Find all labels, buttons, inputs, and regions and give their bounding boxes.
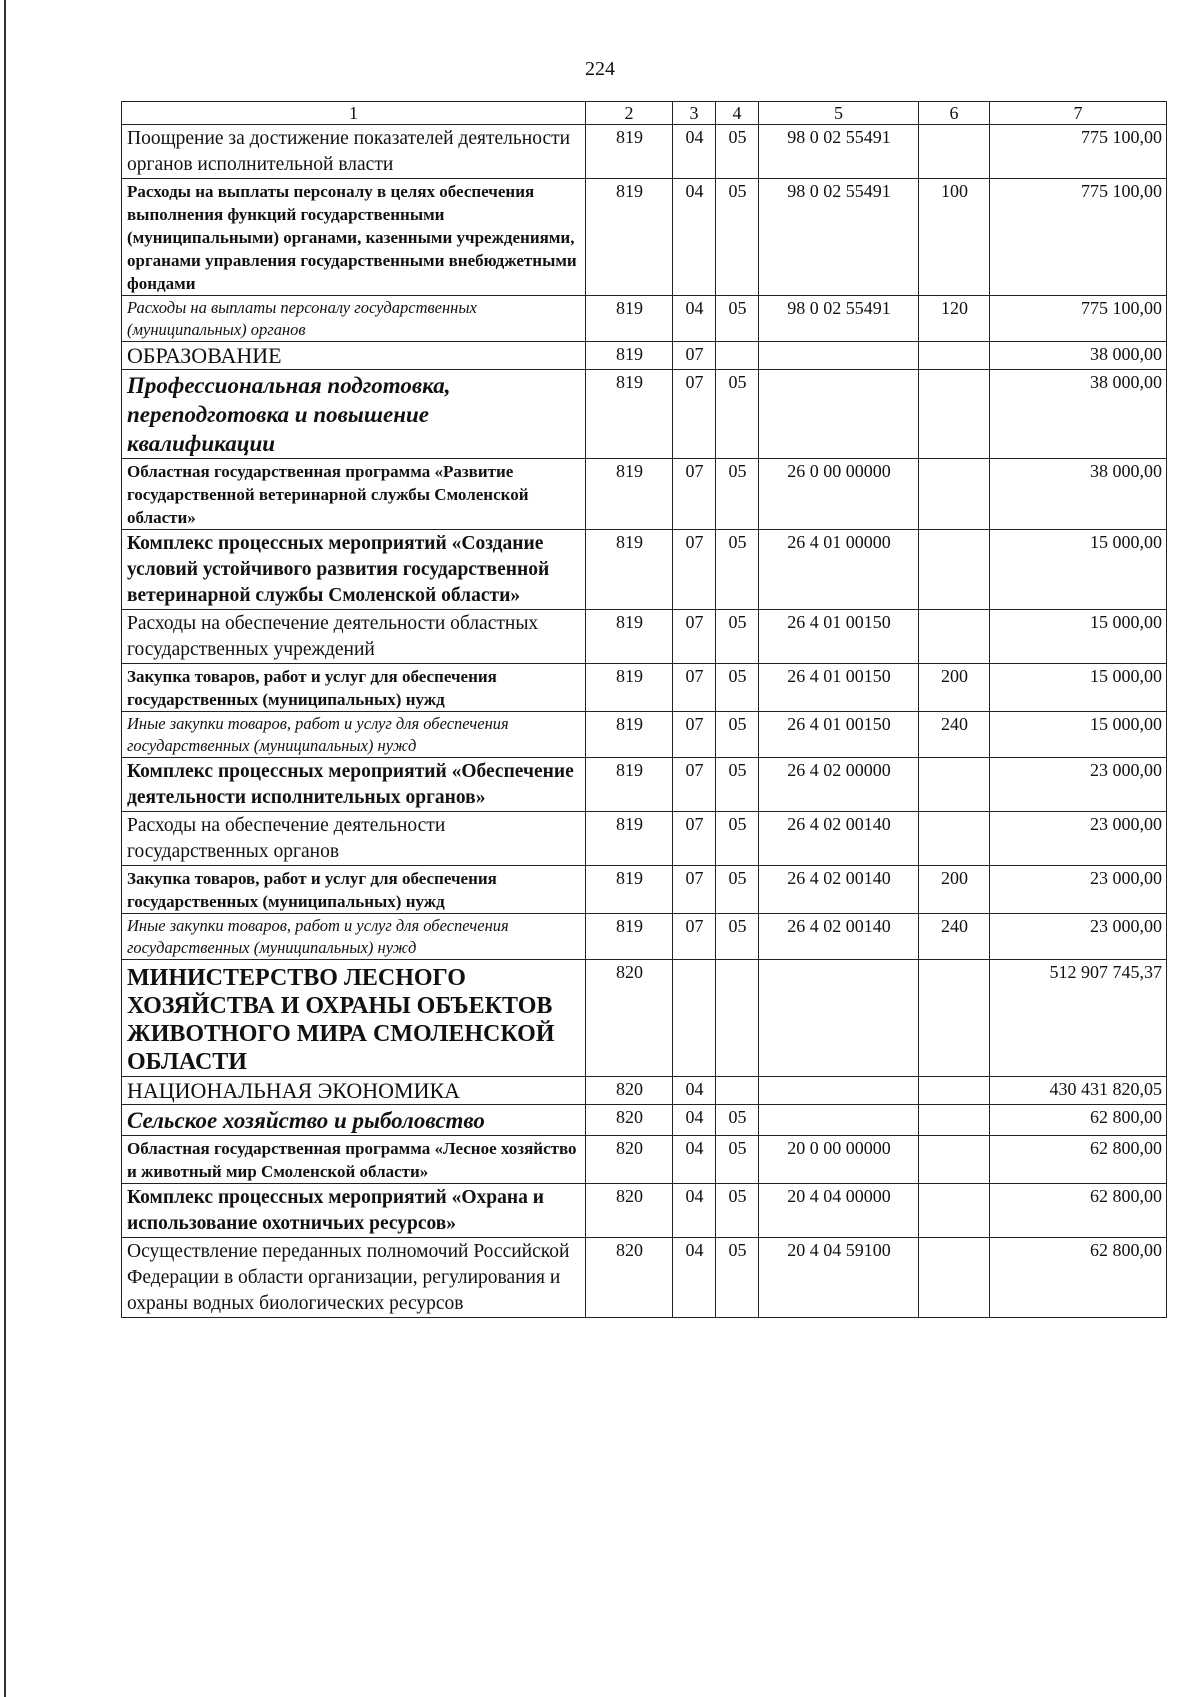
table-row [122, 296, 1167, 342]
row-expense-type [919, 530, 990, 610]
row-admin-code: 819 [586, 459, 673, 530]
row-admin-code: 819 [586, 812, 673, 866]
row-target-article [759, 1077, 919, 1105]
row-name: Профессиональная подготовка, переподготовка и повышение квалификации [122, 370, 586, 459]
row-expense-type [919, 125, 990, 179]
row-target-article: 26 4 01 00150 [759, 664, 919, 712]
row-target-article: 26 0 00 00000 [759, 459, 919, 530]
row-section-code: 04 [673, 179, 716, 296]
row-name: НАЦИОНАЛЬНАЯ ЭКОНОМИКА [122, 1077, 586, 1105]
row-admin-code: 819 [586, 296, 673, 342]
row-admin-code: 820 [586, 960, 673, 1077]
row-subsection-code: 05 [716, 610, 759, 664]
row-amount: 23 000,00 [990, 866, 1167, 914]
row-section-code: 04 [673, 1238, 716, 1318]
row-name: ОБРАЗОВАНИЕ [122, 342, 586, 370]
row-section-code [673, 960, 716, 1077]
page-edge-line [4, 0, 6, 1697]
table-row [122, 179, 1167, 296]
column-number: 1 [122, 102, 586, 125]
row-section-code: 04 [673, 296, 716, 342]
row-admin-code: 820 [586, 1184, 673, 1238]
row-target-article: 98 0 02 55491 [759, 179, 919, 296]
table-row [122, 914, 1167, 960]
row-target-article [759, 1105, 919, 1136]
row-amount: 775 100,00 [990, 125, 1167, 179]
row-subsection-code [716, 960, 759, 1077]
row-name: Закупка товаров, работ и услуг для обеспечения государственных (муниципальных) нужд [122, 866, 586, 914]
column-number: 6 [919, 102, 990, 125]
row-target-article: 26 4 02 00000 [759, 758, 919, 812]
row-target-article: 26 4 02 00140 [759, 914, 919, 960]
table-row [122, 1105, 1167, 1136]
row-expense-type [919, 1105, 990, 1136]
table-row [122, 530, 1167, 610]
row-amount: 775 100,00 [990, 296, 1167, 342]
row-subsection-code [716, 1077, 759, 1105]
row-name: Комплекс процессных мероприятий «Создание условий устойчивого развития государственной ветеринарной службы Смоленской области» [122, 530, 586, 610]
row-target-article [759, 370, 919, 459]
row-admin-code: 819 [586, 758, 673, 812]
row-target-article [759, 342, 919, 370]
table-row [122, 664, 1167, 712]
row-expense-type: 240 [919, 712, 990, 758]
row-amount: 430 431 820,05 [990, 1077, 1167, 1105]
row-admin-code: 819 [586, 342, 673, 370]
row-section-code: 07 [673, 866, 716, 914]
row-amount: 62 800,00 [990, 1136, 1167, 1184]
row-subsection-code: 05 [716, 1238, 759, 1318]
table-row [122, 370, 1167, 459]
row-expense-type [919, 1184, 990, 1238]
column-number: 4 [716, 102, 759, 125]
table-row [122, 1238, 1167, 1318]
row-target-article: 20 0 00 00000 [759, 1136, 919, 1184]
row-section-code: 04 [673, 1077, 716, 1105]
row-admin-code: 819 [586, 866, 673, 914]
row-name: Поощрение за достижение показателей деятельности органов исполнительной власти [122, 125, 586, 179]
table-row [122, 125, 1167, 179]
table-row [122, 758, 1167, 812]
row-expense-type [919, 1238, 990, 1318]
column-number: 2 [586, 102, 673, 125]
row-expense-type: 100 [919, 179, 990, 296]
row-amount: 38 000,00 [990, 342, 1167, 370]
row-expense-type [919, 342, 990, 370]
row-subsection-code: 05 [716, 530, 759, 610]
row-subsection-code [716, 342, 759, 370]
table-row [122, 610, 1167, 664]
row-name: Областная государственная программа «Развитие государственной ветеринарной службы Смоленской области» [122, 459, 586, 530]
row-section-code: 07 [673, 914, 716, 960]
row-target-article: 26 4 01 00150 [759, 610, 919, 664]
row-admin-code: 820 [586, 1105, 673, 1136]
row-subsection-code: 05 [716, 866, 759, 914]
table-row [122, 712, 1167, 758]
row-admin-code: 820 [586, 1238, 673, 1318]
row-subsection-code: 05 [716, 370, 759, 459]
row-section-code: 07 [673, 459, 716, 530]
row-subsection-code: 05 [716, 459, 759, 530]
row-expense-type: 200 [919, 866, 990, 914]
row-admin-code: 819 [586, 125, 673, 179]
row-section-code: 07 [673, 370, 716, 459]
row-section-code: 04 [673, 1136, 716, 1184]
row-target-article: 98 0 02 55491 [759, 125, 919, 179]
row-amount: 23 000,00 [990, 812, 1167, 866]
page-number: 224 [585, 58, 615, 80]
row-section-code: 07 [673, 758, 716, 812]
row-amount: 15 000,00 [990, 712, 1167, 758]
row-expense-type [919, 758, 990, 812]
row-admin-code: 819 [586, 610, 673, 664]
row-target-article: 26 4 02 00140 [759, 866, 919, 914]
row-expense-type [919, 610, 990, 664]
row-section-code: 07 [673, 712, 716, 758]
budget-table [121, 101, 1167, 1318]
row-expense-type: 200 [919, 664, 990, 712]
table-row [122, 1136, 1167, 1184]
row-amount: 38 000,00 [990, 370, 1167, 459]
row-section-code: 04 [673, 1105, 716, 1136]
row-expense-type [919, 812, 990, 866]
row-subsection-code: 05 [716, 758, 759, 812]
row-target-article [759, 960, 919, 1077]
row-admin-code: 820 [586, 1136, 673, 1184]
row-section-code: 07 [673, 610, 716, 664]
row-amount: 23 000,00 [990, 914, 1167, 960]
row-target-article: 98 0 02 55491 [759, 296, 919, 342]
row-admin-code: 819 [586, 370, 673, 459]
row-amount: 15 000,00 [990, 664, 1167, 712]
row-admin-code: 819 [586, 914, 673, 960]
row-section-code: 07 [673, 342, 716, 370]
table-row [122, 812, 1167, 866]
row-admin-code: 819 [586, 179, 673, 296]
column-number: 3 [673, 102, 716, 125]
row-name: Комплекс процессных мероприятий «Обеспечение деятельности исполнительных органов» [122, 758, 586, 812]
row-expense-type: 240 [919, 914, 990, 960]
row-subsection-code: 05 [716, 179, 759, 296]
row-amount: 62 800,00 [990, 1105, 1167, 1136]
row-name: Иные закупки товаров, работ и услуг для обеспечения государственных (муниципальных) нужд [122, 712, 586, 758]
row-section-code: 07 [673, 812, 716, 866]
row-amount: 15 000,00 [990, 610, 1167, 664]
row-section-code: 04 [673, 1184, 716, 1238]
row-expense-type: 120 [919, 296, 990, 342]
row-name: Закупка товаров, работ и услуг для обеспечения государственных (муниципальных) нужд [122, 664, 586, 712]
column-number: 7 [990, 102, 1167, 125]
table-row [122, 342, 1167, 370]
row-amount: 512 907 745,37 [990, 960, 1167, 1077]
row-subsection-code: 05 [716, 1184, 759, 1238]
row-admin-code: 819 [586, 664, 673, 712]
row-subsection-code: 05 [716, 296, 759, 342]
row-amount: 38 000,00 [990, 459, 1167, 530]
row-name: Комплекс процессных мероприятий «Охрана и использование охотничьих ресурсов» [122, 1184, 586, 1238]
table-row [122, 960, 1167, 1077]
row-target-article: 26 4 01 00000 [759, 530, 919, 610]
row-section-code: 07 [673, 530, 716, 610]
row-amount: 23 000,00 [990, 758, 1167, 812]
row-expense-type [919, 1136, 990, 1184]
row-expense-type [919, 370, 990, 459]
row-section-code: 07 [673, 664, 716, 712]
table-body [122, 125, 1167, 1318]
row-target-article: 20 4 04 00000 [759, 1184, 919, 1238]
row-name: Расходы на обеспечение деятельности государственных органов [122, 812, 586, 866]
row-target-article: 26 4 01 00150 [759, 712, 919, 758]
table-row [122, 866, 1167, 914]
row-expense-type [919, 459, 990, 530]
row-subsection-code: 05 [716, 664, 759, 712]
row-name: Расходы на выплаты персоналу государственных (муниципальных) органов [122, 296, 586, 342]
row-target-article: 20 4 04 59100 [759, 1238, 919, 1318]
row-subsection-code: 05 [716, 1136, 759, 1184]
row-amount: 62 800,00 [990, 1238, 1167, 1318]
table-row [122, 1077, 1167, 1105]
row-expense-type [919, 1077, 990, 1105]
row-name: Сельское хозяйство и рыболовство [122, 1105, 586, 1136]
column-number-row [122, 102, 1167, 125]
row-amount: 62 800,00 [990, 1184, 1167, 1238]
row-admin-code: 820 [586, 1077, 673, 1105]
row-name: МИНИСТЕРСТВО ЛЕСНОГО ХОЗЯЙСТВА И ОХРАНЫ ОБЪЕКТОВ ЖИВОТНОГО МИРА СМОЛЕНСКОЙ ОБЛАСТИ [122, 960, 586, 1077]
row-name: Иные закупки товаров, работ и услуг для обеспечения государственных (муниципальных) нужд [122, 914, 586, 960]
column-number: 5 [759, 102, 919, 125]
row-name: Расходы на выплаты персоналу в целях обеспечения выполнения функций государственными (муниципальными) органами, казенными учреждениями, органами управления государственными внебюджетными фондами [122, 179, 586, 296]
row-expense-type [919, 960, 990, 1077]
row-target-article: 26 4 02 00140 [759, 812, 919, 866]
row-name: Расходы на обеспечение деятельности областных государственных учреждений [122, 610, 586, 664]
row-name: Осуществление переданных полномочий Российской Федерации в области организации, регулирования и охраны водных биологических ресурсов [122, 1238, 586, 1318]
row-subsection-code: 05 [716, 812, 759, 866]
row-subsection-code: 05 [716, 914, 759, 960]
row-section-code: 04 [673, 125, 716, 179]
row-amount: 15 000,00 [990, 530, 1167, 610]
table-row [122, 459, 1167, 530]
row-admin-code: 819 [586, 712, 673, 758]
row-subsection-code: 05 [716, 125, 759, 179]
table-row [122, 1184, 1167, 1238]
row-name: Областная государственная программа «Лесное хозяйство и животный мир Смоленской области» [122, 1136, 586, 1184]
row-admin-code: 819 [586, 530, 673, 610]
row-subsection-code: 05 [716, 712, 759, 758]
row-subsection-code: 05 [716, 1105, 759, 1136]
row-amount: 775 100,00 [990, 179, 1167, 296]
